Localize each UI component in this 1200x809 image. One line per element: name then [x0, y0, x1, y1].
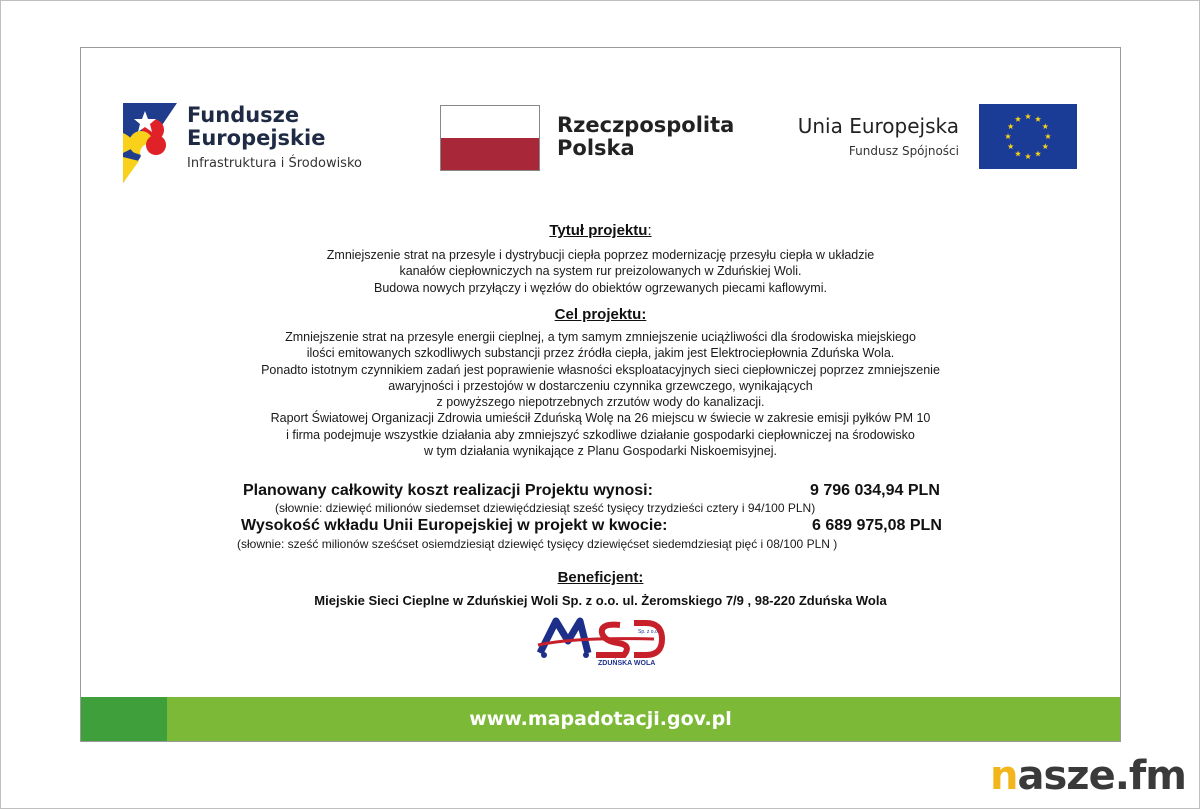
goal-line: Zmniejszenie strat na przesyle energii cieplnej, a tym samym zmniejszenie uciążliwości dla środowiska miejskiego [285, 330, 916, 344]
eu-contribution-value: 6 689 975,08 PLN [812, 517, 942, 534]
fe-title-line1: Fundusze [187, 103, 300, 127]
eu-flag [979, 104, 1077, 169]
msc-logo [534, 615, 666, 667]
title-line: kanałów ciepłowniczych na system rur preizolowanych w Zduńskiej Woli. [399, 264, 802, 279]
goal-line: Ponadto istotnym czynnikiem zadań jest poprawienie własności eksploatacyjnych sieci ciepłowniczej poprzez zmniejszenie [261, 362, 940, 377]
goal-line: ilości emitowanych szkodliwych substancji przez źródła ciepła, jakim jest Elektrociepłownia Zduńska Wola. [306, 346, 895, 361]
title-heading-text: Tytuł projektu [549, 222, 648, 239]
total-cost-words: (słownie: dziewięć milionów siedemset dziewięćdziesiąt sześć tysięcy trzydzieści cztery i 94/100 PLN) [275, 501, 816, 515]
goal-line: awaryjności i przestojów w dostarczeniu czynnika grzewczego, wynikających [388, 378, 813, 393]
title-body [81, 247, 1120, 296]
fundusze-europejskie-text [187, 104, 362, 171]
poster-board [80, 47, 1121, 742]
msc-logo-small: Sp. z o.o. [638, 629, 660, 635]
ue-subtitle: Fundusz Spójności [848, 144, 959, 158]
rzeczpospolita-text [557, 114, 734, 160]
title-heading-colon: : [647, 222, 652, 239]
goal-line: i firma podejmuje wszystkie działania aby zmniejszyć szkodliwe działanie gospodarki ciepłowniczej na środowisko [286, 427, 915, 442]
beneficiary-heading: Beneficjent: [557, 569, 644, 586]
total-cost-value: 9 796 034,94 PLN [810, 482, 940, 499]
fundusze-europejskie-logo [123, 103, 177, 183]
watermark-rest: asze.fm [1017, 753, 1186, 799]
watermark-n: n [990, 753, 1018, 799]
fe-title-line2: Europejskie [187, 126, 326, 150]
eu-contribution-words: (słownie: sześć milionów sześćset osiemdziesiąt dziewięć tysięcy dziewięćset siedemdziesiąt pięć i 08/100 PLN ) [237, 537, 838, 551]
eu-contribution-label: Wysokość wkładu Unii Europejskiej w projekt w kwocie: [241, 517, 668, 534]
msc-logo-sub: ZDUŃSKA WOLA [598, 660, 656, 667]
polish-flag-red [441, 138, 539, 170]
footer-url: www.mapadotacji.gov.pl [469, 708, 732, 730]
polish-flag-white [441, 106, 539, 138]
nasze-fm-watermark [990, 752, 1186, 800]
goal-line: z powyższego niepotrzebnych zrzutów wody do kanalizacji. [436, 395, 765, 410]
rp-line1: Rzeczpospolita [557, 113, 735, 137]
goal-heading: Cel projektu: [554, 306, 647, 323]
goal-body [81, 329, 1120, 459]
total-cost-label: Planowany całkowity koszt realizacji Projektu wynosi: [243, 482, 653, 499]
polish-flag [440, 105, 540, 171]
beneficiary-name: Miejskie Sieci Cieplne w Zduńskiej Woli Sp. z o.o. ul. Żeromskiego 7/9 , 98-220 Zduńska Wola [314, 593, 887, 608]
fe-subtitle: Infrastruktura i Środowisko [187, 156, 362, 171]
footer-bar [81, 697, 1120, 741]
title-heading [81, 222, 1120, 239]
title-line: Budowa nowych przyłączy i węzłów do obiektów ogrzewanych piecami kaflowymi. [374, 280, 827, 295]
goal-line: Raport Światowej Organizacji Zdrowia umieścił Zduńską Wolę na 26 miejscu w świecie w zakresie emisji pyłków PM 10 [270, 411, 931, 426]
rp-line2: Polska [557, 136, 635, 160]
goal-line: w tym działania wynikające z Planu Gospodarki Niskoemisyjnej. [424, 444, 777, 459]
unia-europejska-text [798, 114, 959, 158]
title-line: Zmniejszenie strat na przesyle i dystrybucji ciepła poprzez modernizację przesyłu ciepła w układzie [326, 248, 875, 262]
ue-title: Unia Europejska [797, 114, 959, 138]
